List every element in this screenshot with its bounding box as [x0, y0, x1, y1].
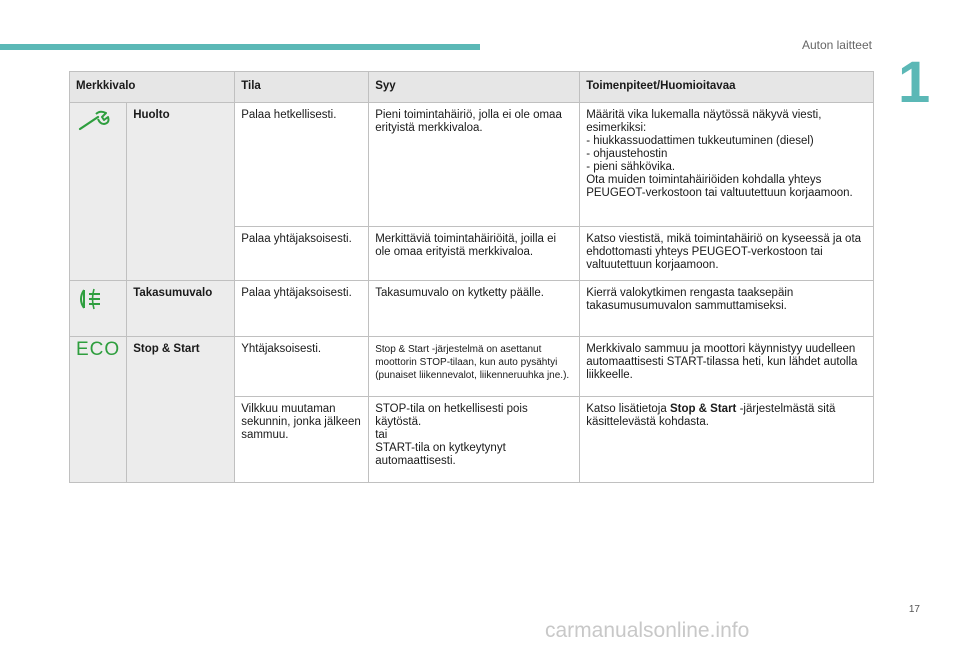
stopstart-icon-cell [70, 337, 127, 483]
column-header-toimenpiteet: Toimenpiteet/Huomioitavaa [580, 72, 874, 103]
action-line: Ota muiden toimintahäiriöiden kohdalla yhteys [586, 174, 822, 186]
column-header-syy: Syy [369, 72, 580, 103]
table-row [70, 337, 874, 397]
huolto-state-1: Palaa hetkellisesti. [235, 103, 369, 227]
takasumuvalo-cause: Takasumuvalo on kytketty päälle. [369, 281, 580, 337]
huolto-action-1 [580, 103, 874, 227]
action-line: PEUGEOT-verkostoon tai valtuutettuun korjaamoon. [586, 187, 853, 199]
huolto-cause-2: Merkittäviä toimintahäiriöitä, joilla ei ole omaa erityistä merkkivaloa. [369, 227, 580, 281]
action-line: - ohjaustehostin [586, 148, 668, 160]
action-line: Määritä vika lukemalla näytössä näkyvä viesti, [586, 109, 822, 121]
cause-line: automaattisesti. [375, 455, 456, 467]
action-line: - hiukkassuodattimen tukkeutuminen (diesel) [586, 135, 814, 147]
huolto-icon-cell [70, 103, 127, 281]
cause-line: STOP-tila on hetkellisesti pois [375, 403, 528, 415]
action-line: - pieni sähkövika. [586, 161, 676, 173]
table-row [70, 281, 874, 337]
column-header-merkkivalo: Merkkivalo [70, 72, 235, 103]
action-suffix: -järjestelmästä sitä käsittelevästä kohdasta. [586, 403, 836, 428]
stopstart-action-2 [580, 397, 874, 483]
huolto-cause-1: Pieni toimintahäiriö, jolla ei ole omaa erityistä merkkivaloa. [369, 103, 580, 227]
warning-lights-table [69, 71, 874, 483]
chapter-number: 1 [898, 50, 931, 115]
stopstart-cause-1: Stop & Start -järjestelmä on asettanut moottorin STOP-tilaan, kun auto pysähtyi (punaiset liikennevalot, liikenneruuhka jne.). [369, 337, 580, 397]
huolto-state-2: Palaa yhtäjaksoisesti. [235, 227, 369, 281]
watermark: carmanualsonline.info [545, 619, 750, 642]
huolto-action-2: Katso viestistä, mikä toimintahäiriö on kyseessä ja ota ehdottomasti yhteys PEUGEOT-verkostoon tai valtuutettuun korjaamoon. [580, 227, 874, 281]
stopstart-state-2: Vilkkuu muutaman sekunnin, jonka jälkeen sammuu. [235, 397, 369, 483]
stopstart-cause-2 [369, 397, 580, 483]
rear-fog-lamp-icon [76, 287, 106, 311]
stopstart-state-1: Yhtäjaksoisesti. [235, 337, 369, 397]
cause-line: käytöstä. [375, 416, 422, 428]
action-line: esimerkiksi: [586, 122, 647, 134]
stopstart-action-1: Merkkivalo sammuu ja moottori käynnistyy uudelleen automaattisesti START-tilassa heti, kun lähdet autolla liikkeelle. [580, 337, 874, 397]
row-label-stopstart: Stop & Start [127, 337, 235, 483]
cause-line: tai [375, 429, 388, 441]
eco-icon: ECO [76, 339, 121, 360]
wrench-icon [76, 109, 112, 133]
takasumuvalo-action: Kierrä valokytkimen rengasta taaksepäin takasumusumuvalon sammuttamiseksi. [580, 281, 874, 337]
column-header-tila: Tila [235, 72, 369, 103]
action-prefix: Katso lisätietoja [586, 403, 670, 415]
action-bold: Stop & Start [669, 403, 737, 415]
table-header-row [70, 72, 874, 103]
takasumuvalo-icon-cell [70, 281, 127, 337]
cause-line: START-tila on kytkeytynyt [375, 442, 506, 454]
table-row [70, 103, 874, 227]
row-label-takasumuvalo: Takasumuvalo [127, 281, 235, 337]
page-number: 17 [908, 604, 920, 615]
top-accent-bar [0, 44, 480, 50]
takasumuvalo-state: Palaa yhtäjaksoisesti. [235, 281, 369, 337]
section-title: Auton laitteet [801, 38, 872, 52]
row-label-huolto: Huolto [127, 103, 235, 281]
